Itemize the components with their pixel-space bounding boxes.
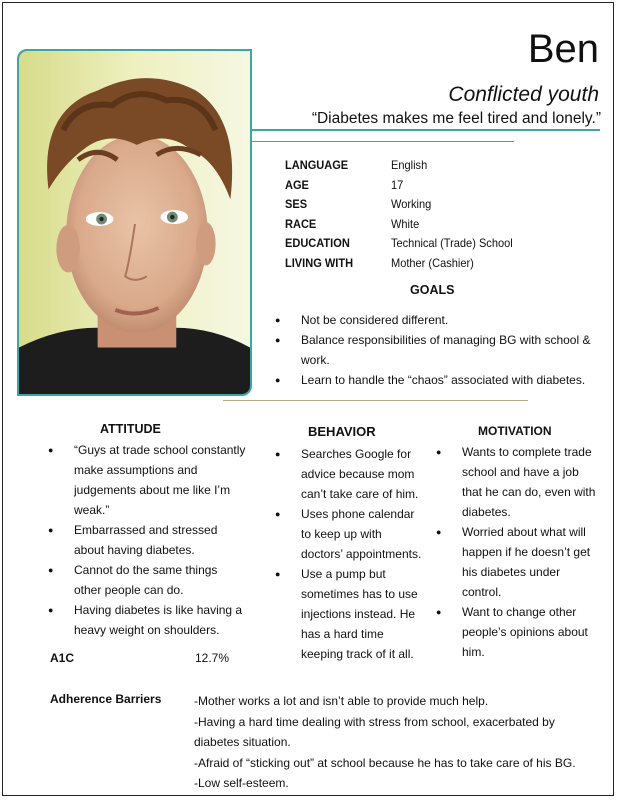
adherence-line: diabetes situation. xyxy=(194,735,291,749)
section-divider xyxy=(223,400,528,401)
attitude-list xyxy=(48,440,248,640)
demographics-row xyxy=(285,217,523,237)
list-item: ● Searches Google for advice because mom can’t take care of him. xyxy=(275,444,425,504)
demographics-table xyxy=(285,158,523,276)
list-item: ● Not be considered different. xyxy=(275,310,605,330)
a1c-label: A1C xyxy=(50,651,75,665)
persona-quote: “Diabetes makes me feel tired and lonely.” xyxy=(311,110,601,127)
motivation-list xyxy=(436,442,601,662)
demographics-value: White xyxy=(391,216,420,231)
behavior-heading: BEHAVIOR xyxy=(308,424,376,439)
goals-heading: GOALS xyxy=(410,283,455,297)
demographics-row xyxy=(285,158,523,178)
list-item: ● Use a pump but sometimes has to use injections instead. He has a hard time keeping track of it all. xyxy=(275,564,425,664)
persona-subtitle: Conflicted youth xyxy=(448,83,599,106)
demographics-row xyxy=(285,256,523,276)
adherence-line: -Afraid of “sticking out” at school because he has to take care of his BG. xyxy=(194,755,576,770)
motivation-heading: MOTIVATION xyxy=(478,424,552,438)
list-item: ● Embarrassed and stressed about having diabetes. xyxy=(48,520,248,560)
demographics-key: RACE xyxy=(285,216,317,231)
demographics-value: Working xyxy=(391,197,432,212)
list-item: ● Cannot do the same things other people can do. xyxy=(48,560,248,600)
accent-divider-thin xyxy=(252,141,514,142)
adherence-barriers-label: Adherence Barriers xyxy=(50,692,162,706)
list-item: ● Uses phone calendar to keep up with doctors’ appointments. xyxy=(275,504,425,564)
list-item: ● Learn to handle the “chaos” associated with diabetes. xyxy=(275,370,605,390)
demographics-key: LIVING WITH xyxy=(285,255,354,270)
goals-list xyxy=(275,310,605,390)
demographics-key: LANGUAGE xyxy=(285,158,349,172)
list-item: ● Balance responsibilities of managing BG with school & work. xyxy=(275,330,605,370)
demographics-key: SES xyxy=(285,197,308,212)
persona-name: Ben xyxy=(527,27,599,71)
list-item: ● Want to change other people’s opinions about him. xyxy=(436,602,601,662)
demographics-key: AGE xyxy=(285,177,309,192)
adherence-line: -Low self-esteem. xyxy=(194,776,289,790)
demographics-row xyxy=(285,197,523,217)
a1c-value: 12.7% xyxy=(195,651,230,665)
demographics-value: Technical (Trade) School xyxy=(391,236,513,251)
portrait-photo xyxy=(17,49,252,396)
adherence-line: -Mother works a lot and isn’t able to provide much help. xyxy=(194,694,489,708)
demographics-value: Mother (Cashier) xyxy=(391,255,474,270)
attitude-heading: ATTITUDE xyxy=(100,422,161,436)
behavior-list xyxy=(275,444,425,664)
list-item: ● Wants to complete trade school and have a job that he can do, even with diabetes. xyxy=(436,442,601,522)
portrait-image xyxy=(19,51,250,394)
list-item: ● Worried about what will happen if he doesn’t get his diabetes under control. xyxy=(436,522,601,602)
persona-page xyxy=(2,2,614,796)
list-item: ● “Guys at trade school constantly make assumptions and judgements about me like I’m weak.” xyxy=(48,440,248,520)
demographics-value: 17 xyxy=(391,177,404,192)
accent-divider xyxy=(252,129,600,131)
list-item: ● Having diabetes is like having a heavy weight on shoulders. xyxy=(48,600,248,640)
adherence-barriers-text xyxy=(194,691,604,794)
demographics-row xyxy=(285,178,523,198)
adherence-line: -Having a hard time dealing with stress from school, exacerbated by xyxy=(194,714,555,729)
demographics-key: EDUCATION xyxy=(285,236,350,251)
demographics-row xyxy=(285,236,523,256)
demographics-value: English xyxy=(391,158,428,172)
